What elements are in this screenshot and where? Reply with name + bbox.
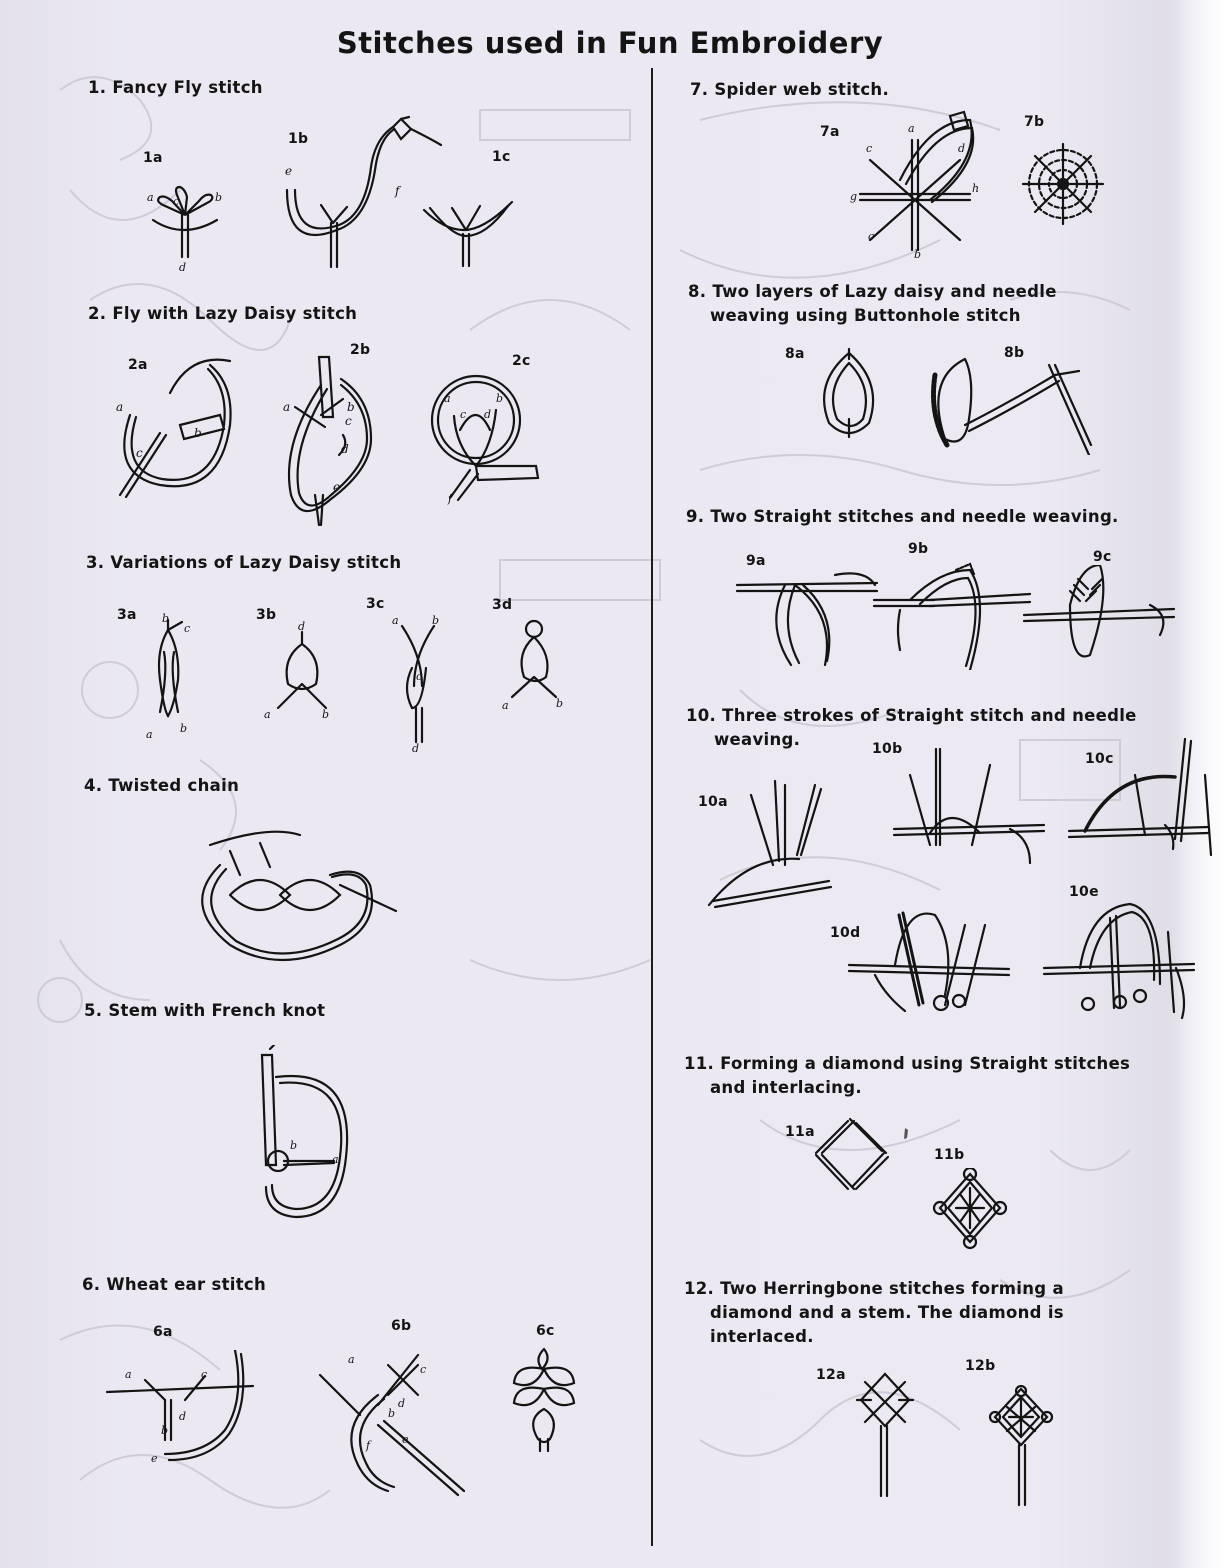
svg-text:a: a [348, 1353, 355, 1366]
heading-fancy-fly-stitch [88, 76, 263, 100]
svg-text:d: d [298, 620, 306, 633]
figure-label-3b: 3b [256, 607, 277, 623]
illustration-1c [420, 190, 520, 270]
heading-wheat-ear-stitch: 6. Wheat ear stitch [82, 1275, 267, 1294]
illustration-2a [110, 345, 240, 505]
illustration-3a [140, 612, 200, 742]
figure-label-7a: 7a [820, 124, 840, 140]
svg-text:c: c [866, 142, 873, 155]
figure-label-10d: 10d [830, 925, 861, 941]
svg-text:a: a [444, 392, 451, 405]
svg-text:c: c [416, 670, 423, 683]
svg-text:d: d [958, 142, 966, 155]
svg-text:c: c [173, 195, 180, 208]
illustration-3d [498, 615, 578, 715]
figure-label-1b: 1b [288, 131, 309, 147]
svg-text:b: b [161, 1424, 169, 1437]
column-divider [651, 68, 653, 1546]
illustration-3b [262, 620, 342, 720]
illustration-12b [985, 1385, 1055, 1510]
figure-label-3c: 3c [366, 596, 385, 612]
heading-stem-french-knot: 5. Stem with French knot [84, 1001, 326, 1020]
svg-text:a: a [147, 191, 154, 204]
figure-label-10e: 10e [1069, 884, 1099, 900]
illustration-11a [812, 1115, 892, 1195]
figure-label-6b: 6b [391, 1318, 412, 1334]
svg-text:c: c [868, 230, 875, 243]
svg-text:b: b [496, 392, 504, 405]
svg-text:e: e [285, 164, 293, 178]
heading-fly-with-lazy-daisy: 2. Fly with Lazy Daisy stitch [88, 304, 358, 323]
heading-text: Fancy Fly stitch [112, 78, 263, 97]
illustration-2c [420, 370, 560, 510]
svg-text:c: c [460, 408, 467, 421]
heading-twisted-chain: 4. Twisted chain [84, 776, 240, 795]
svg-text:e: e [151, 1452, 158, 1465]
svg-text:b: b [162, 612, 170, 625]
illustration-10d [845, 905, 1015, 1025]
heading-two-straight-stitches: 9. Two Straight stitches and needle weaving. [686, 507, 1119, 526]
figure-label-8b: 8b [1004, 345, 1025, 361]
svg-text:a: a [283, 400, 291, 414]
svg-text:a: a [125, 1368, 132, 1381]
svg-text:b: b [432, 614, 440, 627]
illustration-5 [240, 1045, 360, 1225]
illustration-4 [190, 825, 410, 965]
svg-text:f: f [366, 1439, 371, 1452]
svg-text:d: d [484, 408, 492, 421]
figure-label-11a: 11a [785, 1124, 815, 1140]
heading-two-layers-lazy-daisy: 8. Two layers of Lazy daisy and needle weaving using Buttonhole stitch [688, 282, 1057, 325]
figure-label-12b: 12b [965, 1358, 996, 1374]
illustration-2b [275, 345, 385, 535]
figure-label-10a: 10a [698, 794, 728, 810]
svg-text:e: e [402, 1433, 409, 1446]
svg-text:d: d [179, 261, 187, 274]
illustration-6a [105, 1350, 265, 1470]
svg-text:b: b [322, 708, 330, 720]
svg-text:c: c [136, 446, 143, 460]
svg-text:b: b [914, 248, 922, 260]
svg-text:d: d [341, 442, 349, 456]
svg-text:e: e [333, 480, 341, 494]
svg-text:b: b [215, 191, 223, 204]
illustration-9b [870, 560, 1035, 670]
illustration-6b [318, 1345, 468, 1505]
svg-text:a: a [502, 699, 509, 712]
heading-number: 1. [88, 78, 107, 97]
figure-label-1c: 1c [492, 149, 511, 165]
svg-text:c: c [184, 622, 191, 635]
figure-label-6a: 6a [153, 1324, 173, 1340]
figure-label-2a: 2a [128, 357, 148, 373]
heading-spider-web-stitch: 7. Spider web stitch. [690, 80, 890, 99]
figure-label-6c: 6c [536, 1323, 555, 1339]
figure-label-9a: 9a [746, 553, 766, 569]
svg-text:b: b [388, 1407, 396, 1420]
heading-forming-diamond: 11. Forming a diamond using Straight stitches and interlacing. [684, 1054, 1131, 1097]
figure-label-12a: 12a [816, 1367, 846, 1383]
illustration-7b [1015, 140, 1115, 230]
figure-label-11b: 11b [934, 1147, 965, 1163]
figure-label-10c: 10c [1085, 751, 1114, 767]
illustration-7a [840, 110, 990, 260]
svg-text:a: a [264, 708, 271, 720]
figure-label-9c: 9c [1093, 549, 1112, 565]
svg-text:g: g [850, 190, 858, 203]
svg-text:f: f [448, 492, 453, 505]
svg-text:a: a [116, 400, 124, 414]
paper-speck [902, 1128, 910, 1140]
figure-label-3a: 3a [117, 607, 137, 623]
illustration-8b [925, 355, 1095, 455]
svg-text:c: c [201, 1368, 208, 1381]
svg-text:b: b [556, 697, 564, 710]
figure-label-7b: 7b [1024, 114, 1045, 130]
svg-text:d: d [412, 742, 420, 752]
illustration-10a [705, 775, 835, 915]
heading-variations-lazy-daisy: 3. Variations of Lazy Daisy stitch [86, 553, 402, 572]
svg-text:c: c [420, 1363, 427, 1376]
illustration-10b [890, 745, 1050, 865]
svg-text:f: f [395, 184, 400, 198]
svg-text:h: h [972, 182, 980, 195]
svg-text:b: b [180, 722, 188, 735]
illustration-10e [1040, 898, 1200, 1028]
svg-text:a: a [332, 1153, 339, 1166]
illustration-8a [815, 345, 885, 445]
svg-text:d: d [398, 1397, 406, 1410]
svg-text:d: d [179, 1410, 187, 1423]
illustration-9a [735, 565, 885, 670]
svg-text:b: b [290, 1139, 298, 1152]
figure-label-1a: 1a [143, 150, 163, 166]
illustration-3c [390, 612, 450, 752]
page-title: Stitches used in Fun Embroidery [336, 26, 884, 60]
svg-text:a: a [146, 728, 153, 741]
heading-two-herringbone: 12. Two Herringbone stitches forming a diamond and a stem. The diamond is interlaced. [684, 1279, 1064, 1346]
figure-label-2b: 2b [350, 342, 371, 358]
illustration-9c [1020, 565, 1180, 665]
illustration-10c [1065, 735, 1215, 860]
svg-text:a: a [392, 614, 399, 627]
illustration-11b [930, 1168, 1010, 1250]
illustration-6c [510, 1345, 580, 1455]
svg-text:c: c [345, 414, 352, 428]
illustration-1a [135, 175, 235, 280]
svg-text:b: b [194, 426, 202, 440]
figure-label-8a: 8a [785, 346, 805, 362]
figure-label-9b: 9b [908, 541, 929, 557]
figure-label-3d: 3d [492, 597, 513, 613]
illustration-12a [855, 1370, 915, 1500]
figure-label-2c: 2c [512, 353, 531, 369]
svg-text:b: b [347, 400, 355, 414]
figure-label-10b: 10b [872, 741, 903, 757]
heading-three-strokes: 10. Three strokes of Straight stitch and needle weaving. [686, 706, 1137, 749]
svg-text:a: a [908, 122, 915, 135]
